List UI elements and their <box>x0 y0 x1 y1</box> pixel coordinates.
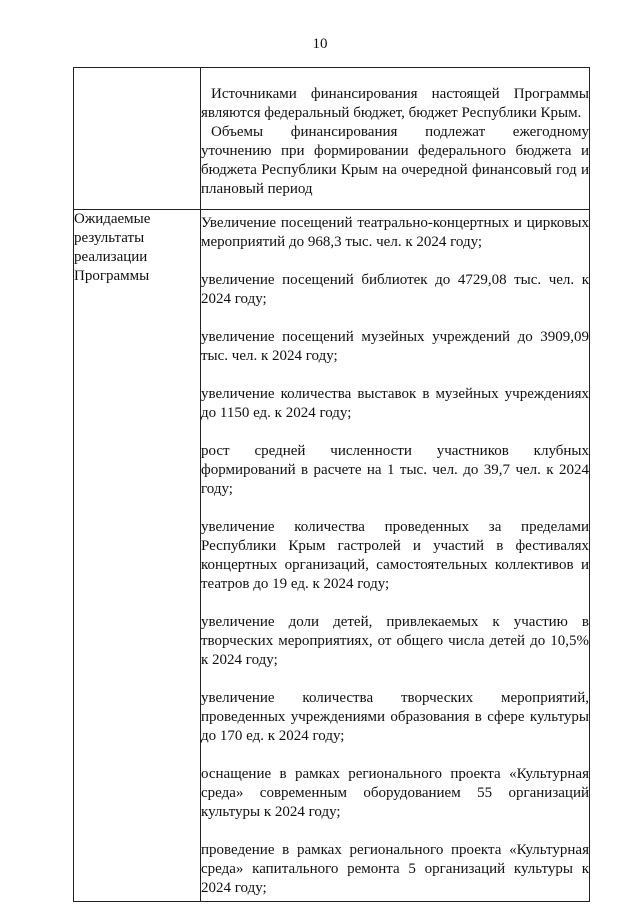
result-item: увеличение количества проведенных за пределами Республики Крым гастролей и участий в фестивалях концертных организаций, самостоятельных коллективов и театров до 19 ед. к 2024 году; <box>201 519 589 592</box>
table-row-financing <box>74 68 590 210</box>
expected-results-label: Ожидаемые результаты реализации Программы <box>74 210 201 902</box>
financing-volume-paragraph: Объемы финансирования подлежат ежегодному уточнению при формировании федерального бюджета и бюджета Республики Крым на очередной финансовый год и плановый период <box>201 124 589 197</box>
table-row-expected-results <box>74 210 590 902</box>
result-item: увеличение посещений музейных учреждений до 3909,09 тыс. чел. к 2024 году; <box>201 329 589 364</box>
result-item: увеличение количества творческих мероприятий, проведенных учреждениями образования в сфере культуры до 170 ед. к 2024 году; <box>201 690 589 744</box>
result-item: рост средней численности участников клубных формирований в расчете на 1 тыс. чел. до 39,7 чел. к 2024 году; <box>201 443 589 497</box>
program-passport-table <box>73 67 590 902</box>
result-item: оснащение в рамках регионального проекта «Культурная среда» современным оборудованием 55 организаций культуры к 2024 году; <box>201 766 589 820</box>
result-item: увеличение доли детей, привлекаемых к участию в творческих мероприятиях, от общего числа детей до 10,5% к 2024 году; <box>201 614 589 668</box>
expected-results-cell <box>201 210 590 902</box>
result-item: увеличение количества выставок в музейных учреждениях до 1150 ед. к 2024 году; <box>201 386 589 421</box>
financing-sources-cell <box>201 68 590 210</box>
financing-sources-paragraph: Источниками финансирования настоящей Программы являются федеральный бюджет, бюджет Республики Крым. <box>201 86 589 121</box>
result-item: Увеличение посещений театрально-концертных и цирковых мероприятий до 968,3 тыс. чел. к 2024 году; <box>201 215 589 250</box>
row-label-empty <box>74 68 201 210</box>
result-item: проведение в рамках регионального проекта «Культурная среда» капитального ремонта 5 организаций культуры к 2024 году; <box>201 842 589 896</box>
page-number: 10 <box>312 36 328 52</box>
result-item: увеличение посещений библиотек до 4729,08 тыс. чел. к 2024 году; <box>201 272 589 307</box>
